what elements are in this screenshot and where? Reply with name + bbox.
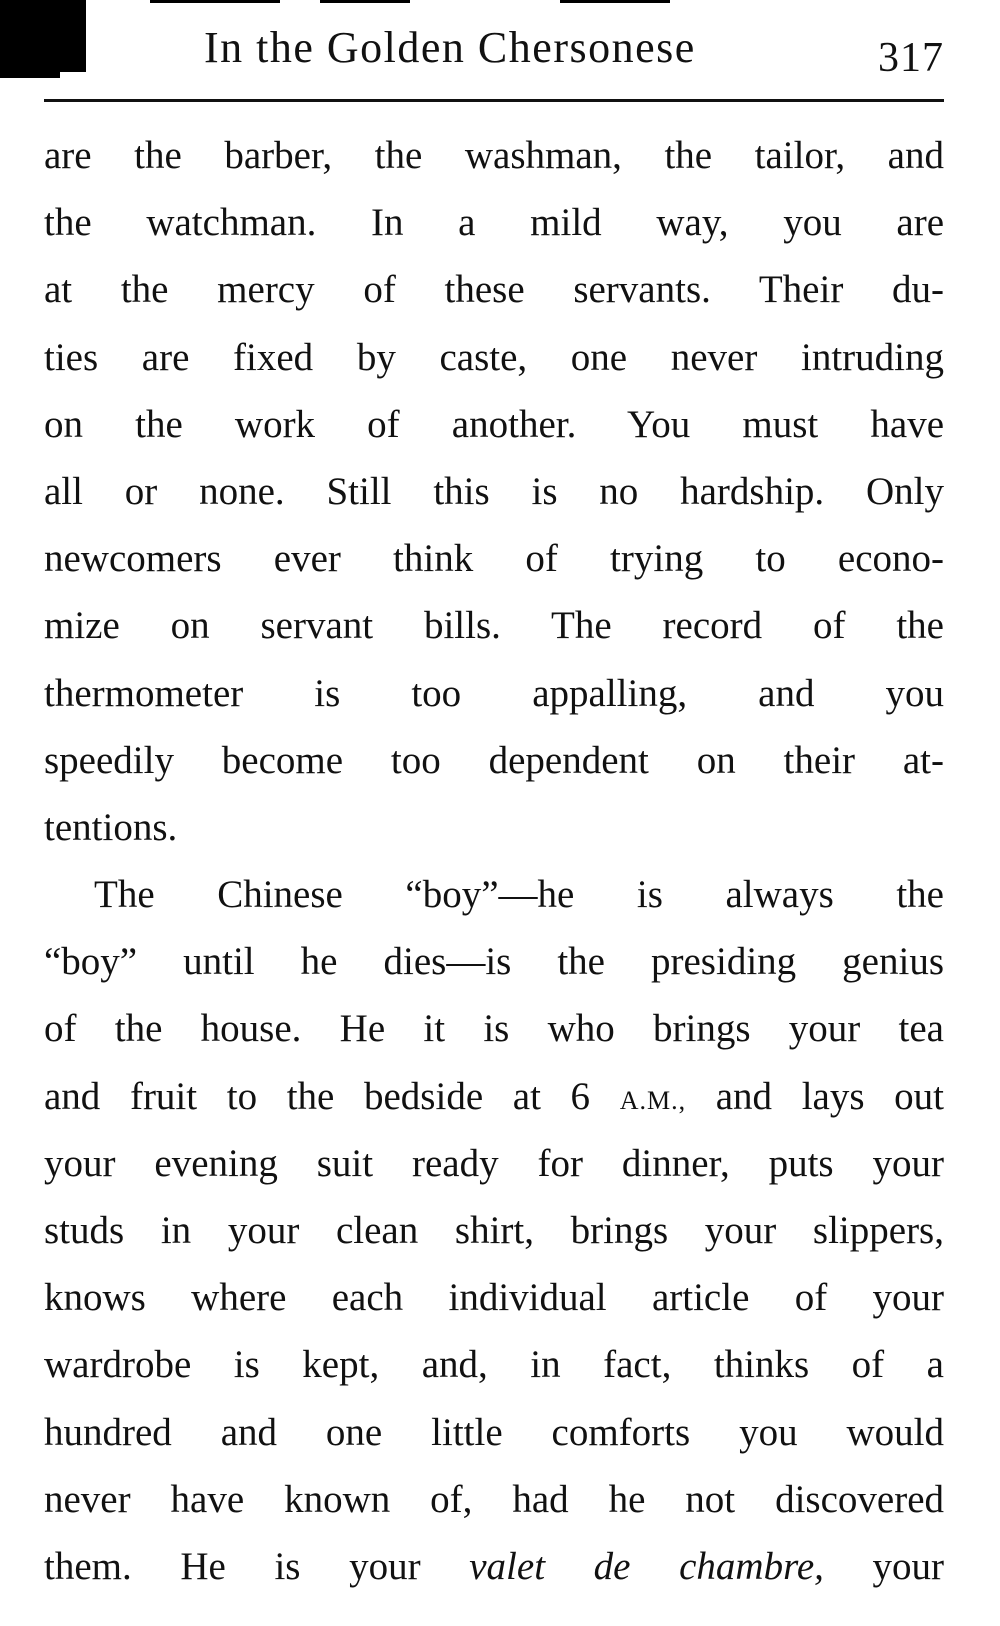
- text-line: mize on servant bills. The record of the: [44, 604, 944, 648]
- text-line: knows where each individual article of your: [44, 1276, 944, 1320]
- top-edge-scrap: [320, 0, 410, 3]
- page-header: [44, 14, 944, 94]
- text-line: are the barber, the washman, the tailor, and: [44, 134, 944, 177]
- text-line: The Chinese “boy”—he is always the: [94, 873, 944, 917]
- text-line: all or none. Still this is no hardship. Only: [44, 469, 944, 513]
- text-fragment: and lays out: [715, 1074, 944, 1118]
- text-line: ties are fixed by caste, one never intruding: [44, 335, 944, 379]
- header-rule: [44, 99, 944, 102]
- running-head: In the Golden Chersonese: [204, 23, 696, 72]
- page-body: [44, 122, 944, 1600]
- text-line: on the work of another. You must have: [44, 402, 944, 446]
- text-line: wardrobe is kept, and, in fact, thinks of a: [44, 1343, 944, 1387]
- paragraph-1: [44, 122, 944, 861]
- text-line: your evening suit ready for dinner, puts your: [44, 1141, 944, 1185]
- paragraph-2: [44, 861, 944, 1600]
- text-line: newcomers ever think of trying to econo-: [44, 537, 944, 581]
- text-line: thermometer is too appalling, and you: [44, 671, 944, 715]
- text-line: [44, 1063, 944, 1130]
- text-line: studs in your clean shirt, brings your slippers,: [44, 1209, 944, 1252]
- italic-phrase: valet de chambre,: [469, 1544, 824, 1588]
- top-edge-scrap: [150, 0, 280, 3]
- text-line: “boy” until he dies—is the presiding genius: [44, 940, 944, 984]
- text-line: hundred and one little comforts you would: [44, 1410, 944, 1454]
- text-fragment: and fruit to the bedside at 6: [44, 1074, 591, 1118]
- text-fragment: your: [872, 1544, 945, 1588]
- text-line: the watchman. In a mild way, you are: [44, 201, 944, 245]
- text-fragment: them. He is your: [44, 1544, 421, 1588]
- text-line: at the mercy of these servants. Their du-: [44, 268, 944, 312]
- text-line: [44, 1533, 944, 1600]
- top-edge-scrap: [560, 0, 670, 3]
- page-number: 317: [878, 35, 944, 81]
- text-line: never have known of, had he not discovered: [44, 1477, 944, 1521]
- small-caps-time: A.M.,: [619, 1085, 687, 1115]
- text-line: tentions.: [44, 805, 178, 849]
- text-line: speedily become too dependent on their at-: [44, 738, 944, 782]
- text-line: of the house. He it is who brings your tea: [44, 1007, 944, 1051]
